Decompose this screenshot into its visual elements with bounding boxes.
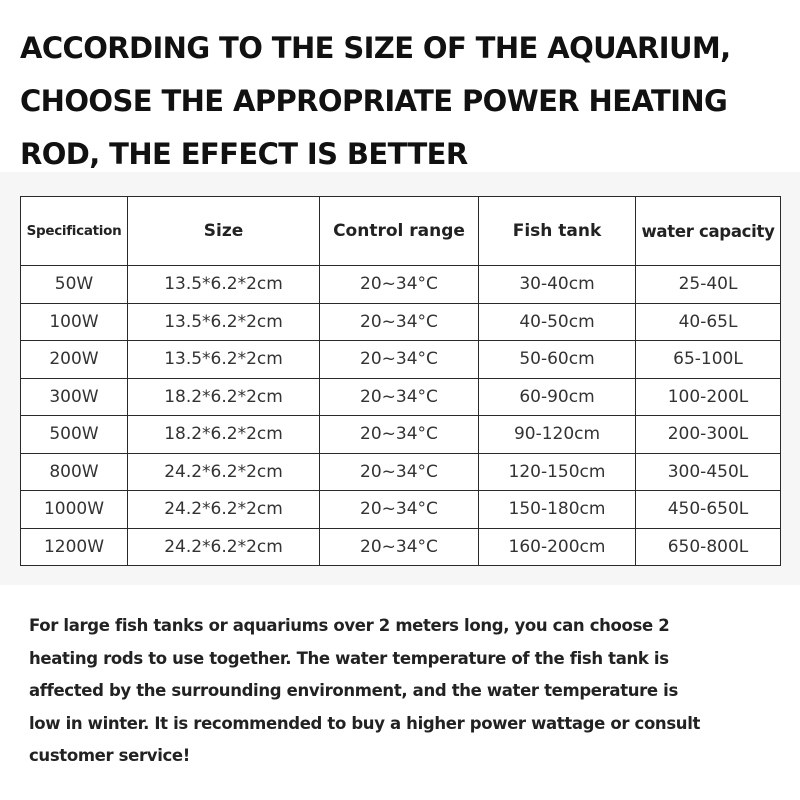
- cell-size: 24.2*6.2*2cm: [128, 491, 320, 529]
- note-line: customer service!: [29, 746, 190, 765]
- cell-specification: 50W: [21, 266, 128, 304]
- spec-table-body: [21, 266, 781, 566]
- cell-specification: 800W: [21, 453, 128, 491]
- cell-control-range: 20~34°C: [320, 341, 479, 379]
- header-fish-tank: Fish tank: [479, 197, 636, 266]
- cell-fish-tank: 160-200cm: [479, 528, 636, 566]
- cell-size: 13.5*6.2*2cm: [128, 303, 320, 341]
- spec-table-head: [21, 197, 781, 266]
- cell-size: 18.2*6.2*2cm: [128, 378, 320, 416]
- table-row: [21, 528, 781, 566]
- cell-fish-tank: 90-120cm: [479, 416, 636, 454]
- cell-size: 18.2*6.2*2cm: [128, 416, 320, 454]
- cell-specification: 300W: [21, 378, 128, 416]
- table-row: [21, 416, 781, 454]
- table-row: [21, 453, 781, 491]
- header-control-range: Control range: [320, 197, 479, 266]
- header-size: Size: [128, 197, 320, 266]
- cell-water-capacity: 300-450L: [636, 453, 781, 491]
- cell-fish-tank: 30-40cm: [479, 266, 636, 304]
- cell-specification: 200W: [21, 341, 128, 379]
- headline-line: ACCORDING TO THE SIZE OF THE AQUARIUM,: [20, 31, 731, 65]
- note-line: affected by the surrounding environment, and the water temperature is: [29, 681, 678, 700]
- headline: [20, 22, 790, 181]
- spec-table-panel: [0, 172, 800, 585]
- cell-fish-tank: 50-60cm: [479, 341, 636, 379]
- table-row: [21, 378, 781, 416]
- header-row: [21, 197, 781, 266]
- cell-specification: 1000W: [21, 491, 128, 529]
- note-line: low in winter. It is recommended to buy a higher power wattage or consult: [29, 713, 701, 733]
- cell-water-capacity: 25-40L: [636, 266, 781, 304]
- cell-specification: 1200W: [21, 528, 128, 566]
- table-row: [21, 266, 781, 304]
- headline-line: CHOOSE THE APPROPRIATE POWER HEATING: [20, 84, 728, 118]
- table-row: [21, 491, 781, 529]
- cell-control-range: 20~34°C: [320, 378, 479, 416]
- usage-note: [29, 610, 789, 773]
- spec-table: [20, 196, 781, 566]
- cell-water-capacity: 450-650L: [636, 491, 781, 529]
- header-specification: Specification: [21, 197, 128, 266]
- note-line: heating rods to use together. The water temperature of the fish tank is: [29, 648, 669, 668]
- cell-control-range: 20~34°C: [320, 453, 479, 491]
- cell-water-capacity: 100-200L: [636, 378, 781, 416]
- cell-fish-tank: 150-180cm: [479, 491, 636, 529]
- table-row: [21, 341, 781, 379]
- cell-control-range: 20~34°C: [320, 303, 479, 341]
- cell-control-range: 20~34°C: [320, 266, 479, 304]
- table-row: [21, 303, 781, 341]
- cell-specification: 500W: [21, 416, 128, 454]
- cell-fish-tank: 120-150cm: [479, 453, 636, 491]
- cell-size: 24.2*6.2*2cm: [128, 528, 320, 566]
- cell-size: 13.5*6.2*2cm: [128, 266, 320, 304]
- cell-size: 13.5*6.2*2cm: [128, 341, 320, 379]
- headline-line: ROD, THE EFFECT IS BETTER: [20, 137, 468, 171]
- cell-water-capacity: 200-300L: [636, 416, 781, 454]
- cell-specification: 100W: [21, 303, 128, 341]
- cell-fish-tank: 40-50cm: [479, 303, 636, 341]
- cell-size: 24.2*6.2*2cm: [128, 453, 320, 491]
- cell-fish-tank: 60-90cm: [479, 378, 636, 416]
- cell-control-range: 20~34°C: [320, 528, 479, 566]
- note-line: For large fish tanks or aquariums over 2 meters long, you can choose 2: [29, 616, 670, 635]
- cell-control-range: 20~34°C: [320, 491, 479, 529]
- cell-water-capacity: 650-800L: [636, 528, 781, 566]
- cell-water-capacity: 40-65L: [636, 303, 781, 341]
- header-water-capacity: water capacity: [636, 197, 781, 266]
- cell-water-capacity: 65-100L: [636, 341, 781, 379]
- cell-control-range: 20~34°C: [320, 416, 479, 454]
